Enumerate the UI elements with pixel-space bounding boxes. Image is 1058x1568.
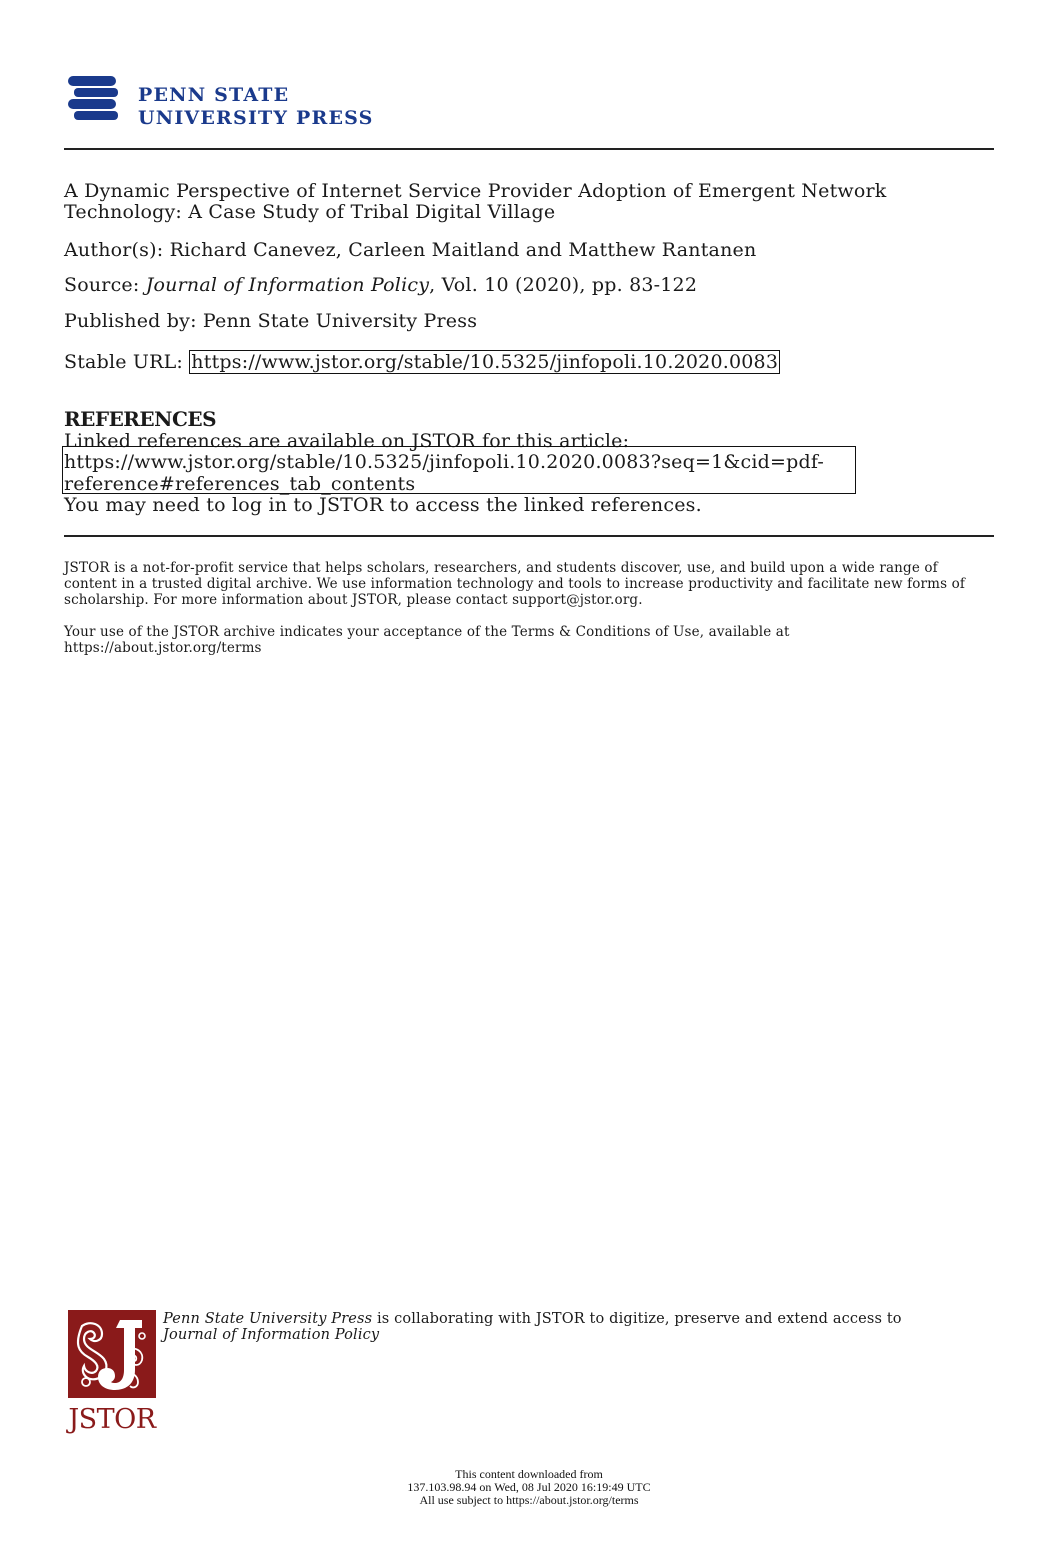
jstor-notice-paragraph: JSTOR is a not-for-profit service that helps scholars, researchers, and students discover, use, and build upon a wide range of content in a trusted digital archive. We use information technology and tools to increase productivity and facilitate new forms of scholarship. For more information about JSTOR, please contact support@jstor.org. [64, 560, 966, 608]
download-line2: 137.103.98.94 on Wed, 08 Jul 2020 16:19:49 UTC [407, 1480, 651, 1494]
references-url-line1[interactable]: https://www.jstor.org/stable/10.5325/jinfopoli.10.2020.0083?seq=1&cid=pdf- [64, 451, 825, 473]
authors-line [64, 238, 756, 262]
publisher-wordmark [138, 84, 374, 130]
collab-body: is collaborating with JSTOR to digitize, preserve and extend access to [372, 1311, 902, 1327]
jstor-logo [66, 1310, 158, 1435]
article-title: A Dynamic Perspective of Internet Service Provider Adoption of Emergent Network Technology: A Case Study of Tribal Digital Village [64, 180, 887, 223]
source-label: Source: [64, 274, 140, 296]
authors-label: Author(s): [64, 239, 164, 261]
published-value: Penn State University Press [202, 310, 478, 332]
published-line [64, 309, 477, 333]
download-footer [329, 1468, 729, 1507]
publisher-line2: UNIVERSITY PRESS [138, 107, 374, 129]
references-note: You may need to log in to JSTOR to access the linked references. [64, 494, 702, 516]
source-details: , Vol. 10 (2020), pp. 83-122 [429, 274, 698, 296]
references-intro: Linked references are available on JSTOR for this article: [64, 430, 630, 452]
source-line [64, 273, 697, 297]
jstor-emblem-icon [68, 1310, 156, 1398]
stable-url-link[interactable]: https://www.jstor.org/stable/10.5325/jinfopoli.10.2020.0083 [191, 351, 779, 373]
publisher-line1: PENN STATE [138, 84, 290, 106]
stable-url-line [64, 350, 780, 374]
terms-paragraph: Your use of the JSTOR archive indicates your acceptance of the Terms & Conditions of Use, available at https://about.jstor.org/terms [64, 624, 790, 656]
published-label: Published by: [64, 310, 197, 332]
references-heading: REFERENCES [64, 407, 217, 431]
collab-publisher: Penn State University Press [163, 1311, 373, 1327]
notice-divider [64, 535, 994, 537]
collaboration-text [163, 1311, 953, 1343]
penn-state-logo-icon [66, 74, 118, 126]
collab-journal: Journal of Information Policy [163, 1327, 380, 1343]
authors-value: Richard Canevez, Carleen Maitland and Matthew Rantanen [169, 239, 757, 261]
download-line1: This content downloaded from [455, 1467, 603, 1481]
stable-url-label: Stable URL: [64, 351, 184, 373]
jstor-wordmark: JSTOR [68, 1404, 156, 1435]
references-url-line2[interactable]: reference#references_tab_contents [64, 473, 416, 495]
publisher-logo [66, 74, 386, 134]
download-line3: All use subject to https://about.jstor.org/terms [419, 1493, 639, 1507]
source-journal: Journal of Information Policy [145, 274, 430, 296]
header-divider [64, 148, 994, 150]
